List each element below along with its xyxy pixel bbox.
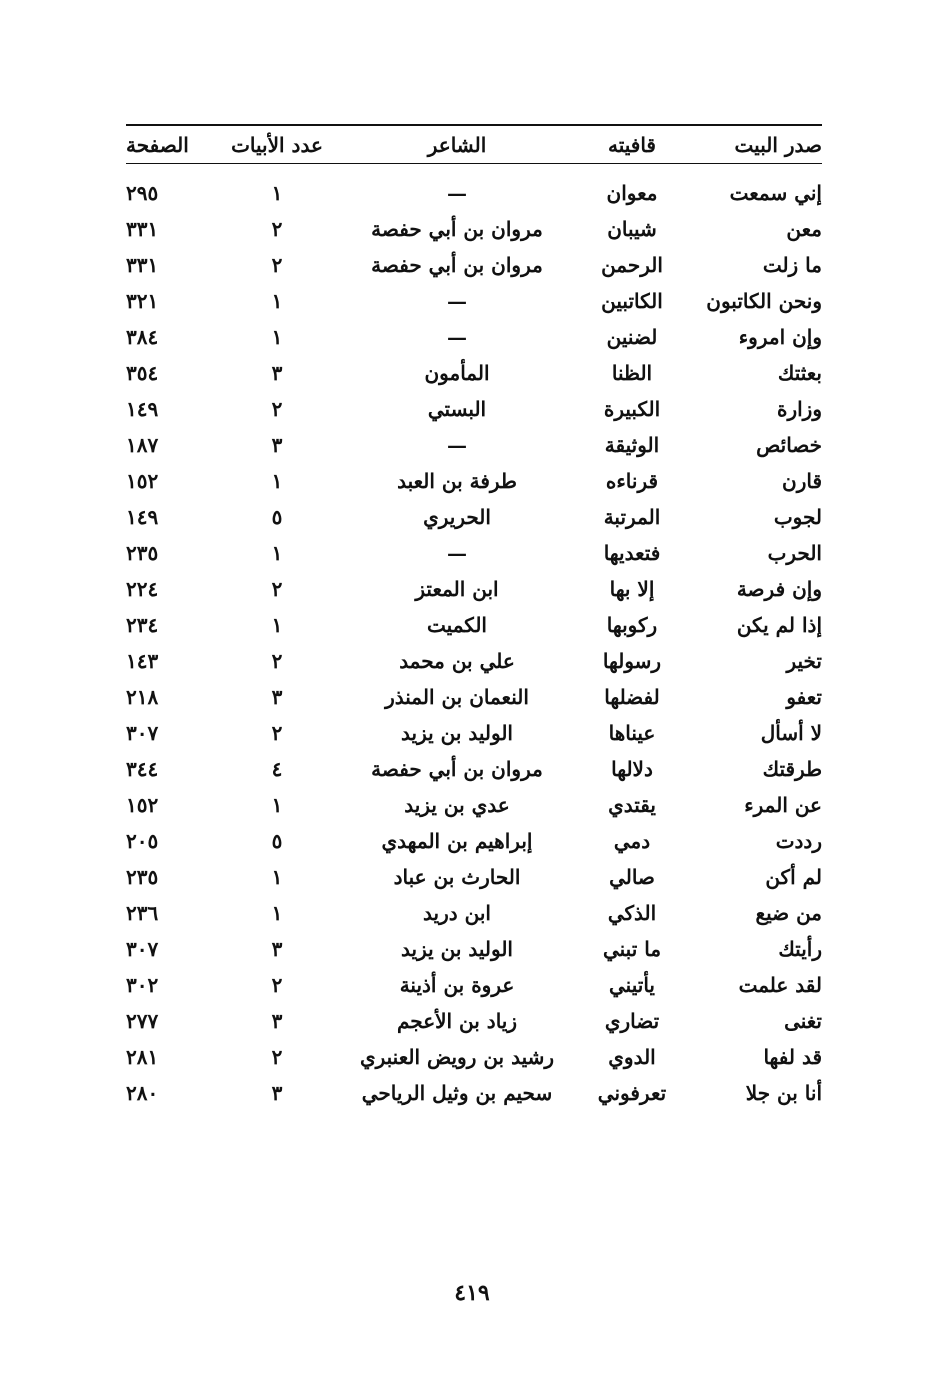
verse-start-cell: رأيتك: [778, 937, 822, 961]
page-ref-cell: ١٤٩: [126, 397, 159, 421]
page-ref-cell: ٣٣١: [126, 217, 159, 241]
table-row: [126, 463, 822, 499]
table-row: [126, 931, 822, 967]
table-row: [126, 1039, 822, 1075]
poet-cell: —: [447, 325, 467, 349]
verse-count-cell: ٢: [271, 217, 283, 241]
poet-cell: مروان بن أبي حفصة: [371, 253, 543, 277]
poet-cell: البستي: [427, 397, 487, 421]
verse-count-cell: ١: [271, 469, 283, 493]
header-verse-count: عدد الأبيات: [231, 132, 323, 157]
poet-cell: النعمان بن المنذر: [385, 685, 529, 709]
verse-count-cell: ٢: [271, 397, 283, 421]
verse-start-cell: لا أسأل: [760, 721, 822, 745]
poet-cell: مروان بن أبي حفصة: [371, 217, 543, 241]
page-ref-cell: ٢٩٥: [126, 181, 159, 205]
table-row: [126, 283, 822, 319]
verse-count-cell: ٣: [271, 685, 283, 709]
verse-count-cell: ١: [271, 901, 283, 925]
verse-start-cell: لقد علمت: [738, 973, 822, 997]
rhyme-cell: معوان: [606, 181, 658, 205]
poet-cell: الحريري: [423, 505, 491, 529]
table-header-row: [126, 126, 822, 163]
poet-cell: —: [447, 181, 467, 205]
rhyme-cell: فتعديها: [603, 541, 661, 565]
poet-cell: الكميت: [427, 613, 487, 637]
verse-start-cell: تعفو: [786, 685, 822, 709]
page-ref-cell: ٢٨١: [126, 1045, 159, 1069]
table-row: [126, 499, 822, 535]
poet-cell: —: [447, 433, 467, 457]
verse-start-cell: إني سمعت: [729, 181, 822, 205]
poet-cell: علي بن محمد: [399, 649, 515, 673]
poet-cell: المأمون: [424, 361, 490, 385]
table-row: [126, 715, 822, 751]
verse-start-cell: وزارة: [776, 397, 822, 421]
verse-count-cell: ١: [271, 793, 283, 817]
page-ref-cell: ١٨٧: [126, 433, 159, 457]
page-ref-cell: ٢٧٧: [126, 1009, 159, 1033]
table-row: [126, 787, 822, 823]
verse-start-cell: ما زلت: [762, 253, 822, 277]
verse-count-cell: ٢: [271, 1045, 283, 1069]
rhyme-cell: قرناءه: [605, 469, 659, 493]
rhyme-cell: يأتيني: [609, 973, 655, 997]
table-row: [126, 391, 822, 427]
poet-cell: رشيد بن رويض العنبري: [359, 1045, 555, 1069]
table-row: [126, 319, 822, 355]
page-ref-cell: ٢٨٠: [126, 1081, 159, 1105]
header-rhyme: قافيته: [607, 132, 656, 157]
verse-start-cell: وإن فرصة: [736, 577, 822, 601]
table-row: [126, 535, 822, 571]
poet-cell: عروة بن أذينة: [399, 973, 515, 997]
page-ref-cell: ١٤٩: [126, 505, 159, 529]
verse-count-cell: ١: [271, 613, 283, 637]
verse-count-cell: ٤: [271, 757, 283, 781]
verse-count-cell: ١: [271, 181, 283, 205]
rhyme-cell: لضنين: [606, 325, 658, 349]
verse-count-cell: ٥: [271, 829, 283, 853]
rhyme-cell: الكاتبين: [601, 289, 663, 313]
verse-count-cell: ٣: [271, 1009, 283, 1033]
verse-start-cell: عن المرء: [744, 793, 822, 817]
rhyme-cell: دمي: [613, 829, 651, 853]
rhyme-cell: الرحمن: [601, 253, 663, 277]
rhyme-cell: عيناها: [608, 721, 656, 745]
page-number: ٤١٩: [454, 1280, 490, 1306]
page-ref-cell: ٢٢٤: [126, 577, 159, 601]
rhyme-cell: شيبان: [607, 217, 657, 241]
page-ref-cell: ٣٥٤: [126, 361, 159, 385]
page-ref-cell: ١٥٢: [126, 469, 159, 493]
poet-cell: طرفة بن العبد: [397, 469, 517, 493]
poet-cell: الوليد بن يزيد: [401, 721, 513, 745]
verse-index-table: [126, 126, 822, 1111]
verse-count-cell: ٣: [271, 433, 283, 457]
page-ref-cell: ٣٨٤: [126, 325, 159, 349]
table-row: [126, 1003, 822, 1039]
table-row: [126, 859, 822, 895]
page-ref-cell: ١٤٣: [126, 649, 159, 673]
table-row: [126, 895, 822, 931]
verse-count-cell: ٣: [271, 937, 283, 961]
table-row: [126, 427, 822, 463]
table-row: [126, 1075, 822, 1111]
rhyme-cell: تعرفوني: [597, 1081, 667, 1105]
page-ref-cell: ٢٠٥: [126, 829, 159, 853]
page-ref-cell: ٢٣٥: [126, 865, 159, 889]
rhyme-cell: المرتبة: [603, 505, 661, 529]
rhyme-cell: الوثيقة: [604, 433, 660, 457]
table-row: [126, 211, 822, 247]
rhyme-cell: ركوبها: [606, 613, 658, 637]
rhyme-cell: يقتدي: [608, 793, 656, 817]
rhyme-cell: تضاري: [604, 1009, 660, 1033]
verse-count-cell: ٣: [271, 1081, 283, 1105]
rhyme-cell: الذكي: [607, 901, 657, 925]
rhyme-cell: لفضلها: [604, 685, 660, 709]
rhyme-cell: الدوي: [608, 1045, 656, 1069]
verse-start-cell: معن: [786, 217, 822, 241]
verse-start-cell: ونحن الكاتبون: [706, 289, 822, 313]
table-row: [126, 967, 822, 1003]
header-page: الصفحة: [126, 132, 189, 157]
verse-start-cell: الحرب: [767, 541, 822, 565]
table-row: [126, 607, 822, 643]
rhyme-cell: الكبيرة: [603, 397, 661, 421]
table-row: [126, 355, 822, 391]
verse-start-cell: طرقتك: [762, 757, 822, 781]
verse-start-cell: بعثتك: [777, 361, 822, 385]
rhyme-cell: إلا بها: [609, 577, 655, 601]
verse-start-cell: إذا لم يكن: [736, 613, 822, 637]
table-row: [126, 643, 822, 679]
verse-count-cell: ٢: [271, 973, 283, 997]
verse-count-cell: ٢: [271, 577, 283, 601]
verse-count-cell: ١: [271, 865, 283, 889]
poet-cell: مروان بن أبي حفصة: [371, 757, 543, 781]
verse-start-cell: تغنى: [784, 1009, 822, 1033]
table-row: [126, 247, 822, 283]
poet-cell: —: [447, 541, 467, 565]
verse-start-cell: من ضيع: [755, 901, 822, 925]
poet-cell: زياد بن الأعجم: [396, 1009, 518, 1033]
header-verse-start: صدر البيت: [734, 132, 822, 157]
verse-count-cell: ١: [271, 289, 283, 313]
poet-cell: سحيم بن وثيل الرياحي: [361, 1081, 553, 1105]
verse-start-cell: قد لفها: [763, 1045, 822, 1069]
poet-cell: ابن دريد: [423, 901, 491, 925]
page-ref-cell: ١٥٢: [126, 793, 159, 817]
verse-count-cell: ١: [271, 541, 283, 565]
rhyme-cell: ما تبني: [602, 937, 662, 961]
page-ref-cell: ٣٠٢: [126, 973, 159, 997]
page-ref-cell: ٣٠٧: [126, 937, 159, 961]
poet-cell: الوليد بن يزيد: [401, 937, 513, 961]
page-ref-cell: ٢٣٦: [126, 901, 159, 925]
verse-count-cell: ٥: [271, 505, 283, 529]
verse-start-cell: أنا بن جلا: [745, 1081, 822, 1105]
rhyme-cell: صالي: [609, 865, 655, 889]
verse-count-cell: ٢: [271, 721, 283, 745]
header-poet: الشاعر: [427, 132, 487, 157]
poet-cell: إبراهيم بن المهدي: [381, 829, 533, 853]
verse-start-cell: لجوب: [773, 505, 822, 529]
rhyme-cell: دلالها: [611, 757, 653, 781]
page-ref-cell: ٣٤٤: [126, 757, 159, 781]
page-ref-cell: ٢٣٥: [126, 541, 159, 565]
page-ref-cell: ٢٣٤: [126, 613, 159, 637]
verse-start-cell: وإن امروء: [738, 325, 822, 349]
table-row: [126, 571, 822, 607]
poet-cell: —: [447, 289, 467, 313]
verse-start-cell: لم أكن: [765, 865, 822, 889]
table-row: [126, 163, 822, 211]
poet-cell: ابن المعتز: [415, 577, 499, 601]
verse-start-cell: رددت: [775, 829, 822, 853]
page-ref-cell: ٣٢١: [126, 289, 159, 313]
poet-cell: الحارث بن عباد: [393, 865, 521, 889]
page-ref-cell: ٢١٨: [126, 685, 159, 709]
table-body: [126, 163, 822, 1111]
verse-start-cell: خصائص: [756, 433, 822, 457]
page-ref-cell: ٣٣١: [126, 253, 159, 277]
table-row: [126, 823, 822, 859]
poet-cell: عدي بن يزيد: [404, 793, 510, 817]
table-row: [126, 751, 822, 787]
verse-count-cell: ١: [271, 325, 283, 349]
page-ref-cell: ٣٠٧: [126, 721, 159, 745]
rhyme-cell: الظنا: [611, 361, 653, 385]
rhyme-cell: رسولها: [602, 649, 662, 673]
verse-count-cell: ٢: [271, 253, 283, 277]
verse-start-cell: قارن: [782, 469, 822, 493]
verse-count-cell: ٢: [271, 649, 283, 673]
table-row: [126, 679, 822, 715]
verse-count-cell: ٣: [271, 361, 283, 385]
verse-start-cell: تخير: [786, 649, 822, 673]
